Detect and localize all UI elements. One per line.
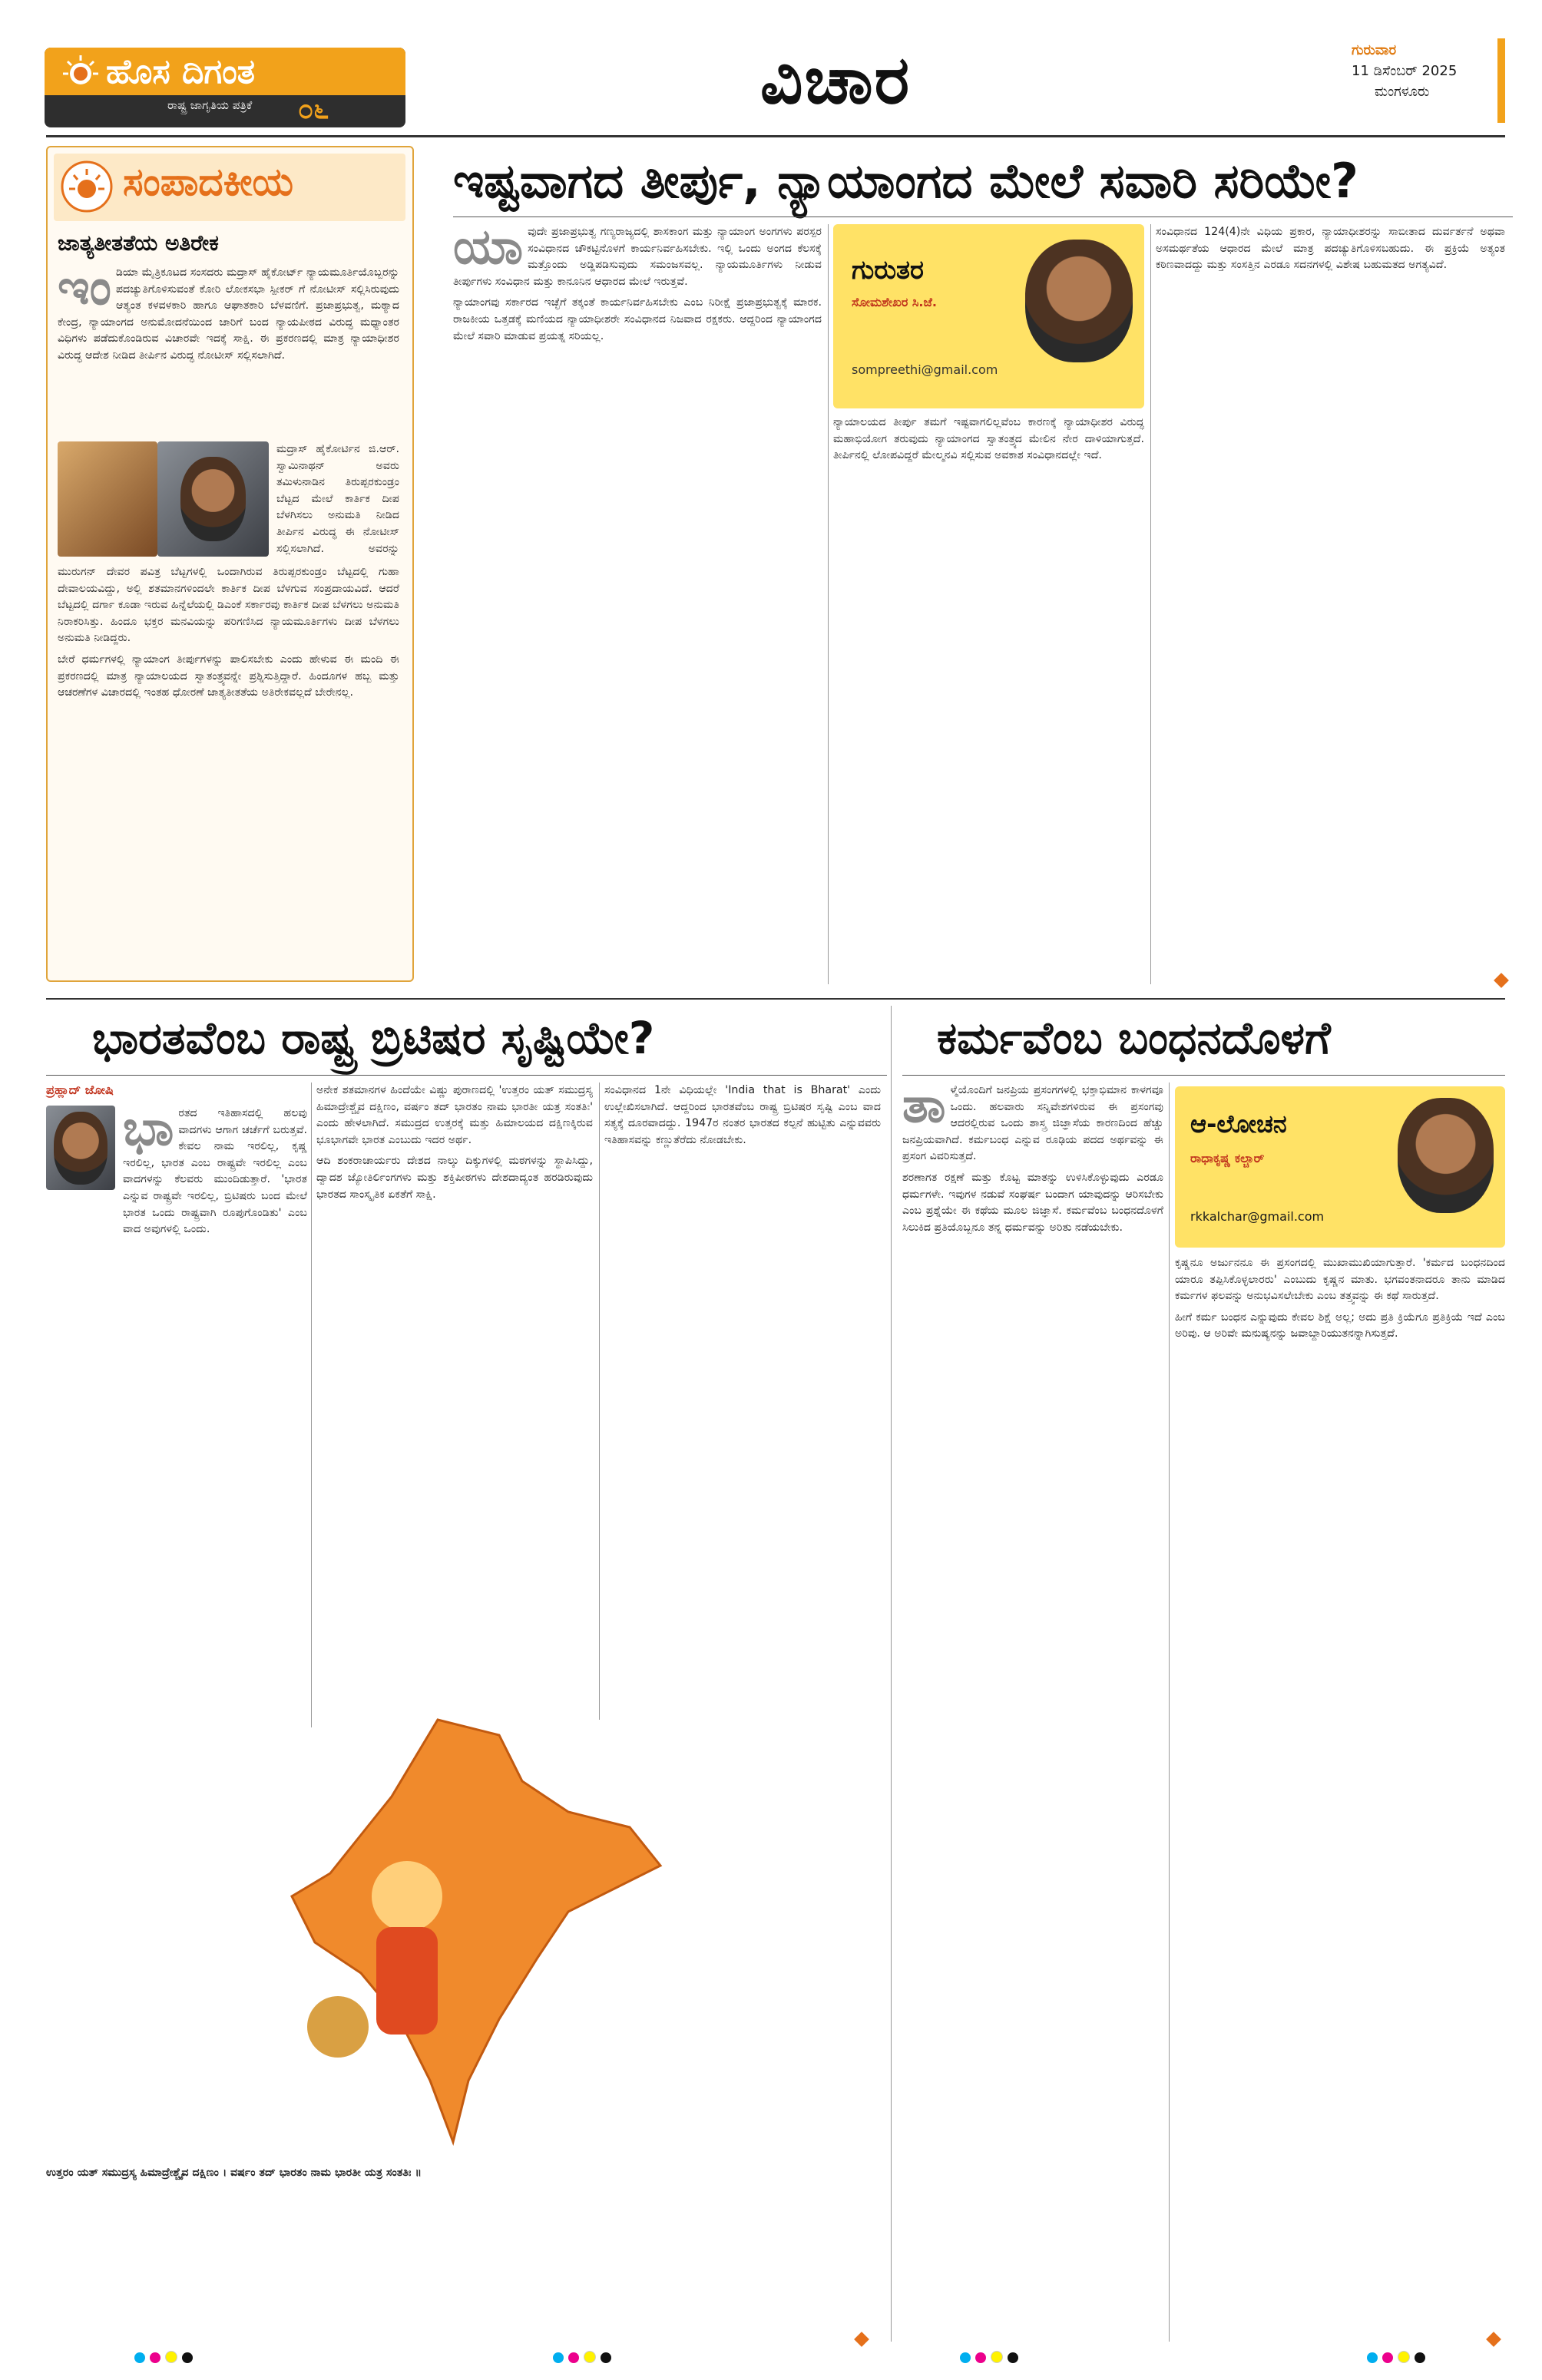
article2-quote: ಉತ್ತರಂ ಯತ್ ಸಮುದ್ರಸ್ಯ ಹಿಮಾದ್ರೇಶ್ಚೈವ ದಕ್ಷಿಣಂ । ವರ್ಷಂ ತದ್ ಭಾರತಂ ನಾಮ ಭಾರತೀ ಯತ್ರ ಸಂತತಿಃ ॥ [46,2167,422,2179]
paper-logo [45,48,405,127]
article3-paragraph: ಹೀಗೆ ಕರ್ಮ ಬಂಧನ ಎನ್ನುವುದು ಕೇವಲ ಶಿಕ್ಷೆ ಅಲ್ಲ; ಅದು ಪ್ರತಿ ಕ್ರಿಯೆಗೂ ಪ್ರತಿಕ್ರಿಯೆ ಇದೆ ಎಂಬ ಅರಿವು. ಆ ಅರಿವೇ ಮನುಷ್ಯನನ್ನು ಜವಾಬ್ದಾರಿಯುತನನ್ನಾಗಿಸುತ್ತದೆ. [1175,1311,1505,1340]
article2-footer-text [46,2165,879,2342]
editorial-title: ಜಾತ್ಯತೀತತೆಯ ಅತಿರೇಕ [58,230,219,256]
article3-column-2 [1175,1255,1505,2342]
paper-tagline: ರಾಷ್ಟ್ರ ಜಾಗೃತಿಯ ಪತ್ರಿಕೆ [167,98,253,112]
article3-author-photo [1398,1098,1494,1213]
editorial-body-side [276,441,399,557]
dateline-place: ಮಂಗಳೂರು [1375,84,1430,100]
editorial-dropcap: ಇಂ [58,265,111,316]
article2-column-1 [123,1106,307,1720]
article2-column-3 [604,1083,881,1720]
article1-column-3 [1156,224,1505,984]
editorial-paragraph: ಮದ್ರಾಸ್ ಹೈಕೋರ್ಟಿನ ಜಿ.ಆರ್. ಸ್ವಾಮಿನಾಥನ್ ಅವರು ತಮಿಳುನಾಡಿನ ತಿರುಪ್ಪರಕುಂಡ್ರಂ ಬೆಟ್ಟದ ಮೇಲೆ ಕಾರ್ತಿಕ ದೀಪ ಬೆಳಗಿಸಲು ಅನುಮತಿ ನೀಡಿದ ತೀರ್ಪಿನ ವಿರುದ್ಧ ಈ ನೋಟೀಸ್ ಸಲ್ಲಿಸಲಾಗಿದೆ. ಅವರನ್ನು [276,443,399,555]
article1-column-1 [453,224,822,984]
article2-paragraph: ರತದ ಇತಿಹಾಸದಲ್ಲಿ ಹಲವು ವಾದಗಳು ಆಗಾಗ ಚರ್ಚೆಗೆ ಬರುತ್ತವೆ. ಕೇವಲ ನಾಮ ಇರಲಿಲ್ಲ, ಕೃಷ್ಣ ಇರಲಿಲ್ಲ, ಭಾರತ ಎಂಬ ರಾಷ್ಟ್ರವೇ ಇರಲಿಲ್ಲ ಎಂಬ ವಾದಗಳನ್ನು ಕೆಲವರು ಮುಂದಿಡುತ್ತಾರೆ. 'ಭಾರತ ಎನ್ನುವ ರಾಷ್ಟ್ರವೇ ಇರಲಿಲ್ಲ, ಬ್ರಿಟಿಷರು ಬಂದ ಮೇಲೆ ಭಾರತ ಒಂದು ರಾಷ್ಟ್ರವಾಗಿ ರೂಪುಗೊಂಡಿತು' ಎಂಬ ವಾದ ಅವುಗಳಲ್ಲಿ ಒಂದು. [123,1107,307,1236]
editorial-paragraph: ಬೇರೆ ಧರ್ಮಗಳಲ್ಲಿ ನ್ಯಾಯಾಂಗ ತೀರ್ಪುಗಳನ್ನು ಪಾಲಿಸಬೇಕು ಎಂದು ಹೇಳುವ ಈ ಮಂದಿ ಈ ಪ್ರಕರಣದಲ್ಲಿ ಮಾತ್ರ ನ್ಯಾಯಾಲಯದ ಸ್ವಾತಂತ್ರ್ಯವನ್ನೇ ಪ್ರಶ್ನಿಸುತ್ತಿದ್ದಾರೆ. ಹಿಂದೂಗಳ ಹಬ್ಬ ಮತ್ತು ಆಚರಣೆಗಳ ವಿಚಾರದಲ್ಲಿ ಇಂತಹ ಧೋರಣೆ ಜಾತ್ಯತೀತತೆಯ ಅತಿರೇಕವಲ್ಲದೆ ಬೇರೇನಲ್ಲ. [58,653,399,699]
article2-paragraph: ಅನೇಕ ಶತಮಾನಗಳ ಹಿಂದೆಯೇ ವಿಷ್ಣು ಪುರಾಣದಲ್ಲಿ 'ಉತ್ತರಂ ಯತ್ ಸಮುದ್ರಸ್ಯ ಹಿಮಾದ್ರೇಶ್ಚೈವ ದಕ್ಷಿಣಂ, ವರ್ಷಂ ತದ್ ಭಾರತಂ ನಾಮ ಭಾರತೀ ಯತ್ರ ಸಂತತಿಃ' ಎಂದು ಹೇಳಲಾಗಿದೆ. ಸಮುದ್ರದ ಉತ್ತರಕ್ಕೆ ಮತ್ತು ಹಿಮಾಲಯದ ದಕ್ಷಿಣಕ್ಕಿರುವ ಭೂಭಾಗವೇ ಭಾರತ ಎಂಬುದು ಇದರ ಅರ್ಥ. [316,1084,593,1146]
article3-paragraph: ಕೃಷ್ಣನೂ ಅರ್ಜುನನೂ ಈ ಪ್ರಸಂಗದಲ್ಲಿ ಮುಖಾಮುಖಿಯಾಗುತ್ತಾರೆ. 'ಕರ್ಮದ ಬಂಧನದಿಂದ ಯಾರೂ ತಪ್ಪಿಸಿಕೊಳ್ಳಲಾರರು' ಎಂಬುದು ಕೃಷ್ಣನ ಮಾತು. ಭಗವಂತನಾದರೂ ತಾನು ಮಾಡಿದ ಕರ್ಮಗಳ ಫಲವನ್ನು ಅನುಭವಿಸಲೇಬೇಕು ಎಂಬ ತತ್ತ್ವವನ್ನು ಈ ಕಥೆ ಸಾರುತ್ತದೆ. [1175,1257,1505,1303]
article1-paragraph: ಸಂವಿಧಾನದ 124(4)ನೇ ವಿಧಿಯ ಪ್ರಕಾರ, ನ್ಯಾಯಾಧೀಶರನ್ನು ಸಾಬೀತಾದ ದುರ್ವರ್ತನೆ ಅಥವಾ ಅಸಮರ್ಥತೆಯ ಆಧಾರದ ಮೇಲೆ ಮಾತ್ರ ಪದಚ್ಯುತಿಗೊಳಿಸಬಹುದು. ಈ ಪ್ರಕ್ರಿಯೆ ಅತ್ಯಂತ ಕಠಿಣವಾದದ್ದು ಮತ್ತು ಸಂಸತ್ತಿನ ಎರಡೂ ಸದನಗಳಲ್ಲಿ ವಿಶೇಷ ಬಹುಮತದ ಅಗತ್ಯವಿದೆ. [1156,226,1505,272]
judge-photo [157,441,269,557]
article1-paragraph: ನ್ಯಾಯಾಂಗವು ಸರ್ಕಾರದ ಇಚ್ಛೆಗೆ ತಕ್ಕಂತೆ ಕಾರ್ಯನಿರ್ವಹಿಸಬೇಕು ಎಂಬ ನಿರೀಕ್ಷೆ ಪ್ರಜಾಪ್ರಭುತ್ವಕ್ಕೆ ಮಾರಕ. ರಾಜಕೀಯ ಒತ್ತಡಕ್ಕೆ ಮಣಿಯದ ನ್ಯಾಯಾಧೀಶರೇ ಸಂವಿಧಾನದ ನಿಜವಾದ ರಕ್ಷಕರು. ಆದ್ದರಿಂದ ನ್ಯಾಯಾಂಗದ ಮೇಲೆ ಸವಾರಿ ಮಾಡುವ ಪ್ರಯತ್ನ ಸರಿಯಲ್ಲ. [453,296,822,342]
editorial-label: ಸಂಪಾದಕೀಯ [123,160,294,204]
headline-rule [46,1075,887,1076]
article1-paragraph: ವುದೇ ಪ್ರಜಾಪ್ರಭುತ್ವ ಗಣ್ಯರಾಜ್ಯದಲ್ಲಿ ಶಾಸಕಾಂಗ ಮತ್ತು ನ್ಯಾಯಾಂಗ ಅಂಗಗಳು ಪರಸ್ಪರ ಸಂವಿಧಾನದ ಚೌಕಟ್ಟಿನೊಳಗೆ ಕಾರ್ಯನಿರ್ವಹಿಸಬೇಕು. ಇಲ್ಲಿ ಒಂದು ಅಂಗದ ಕೆಲಸಕ್ಕೆ ಮತ್ತೊಂದು ಅಡ್ಡಿಪಡಿಸುವುದು ಸಮಂಜಸವಲ್ಲ. ನ್ಯಾಯಮೂರ್ತಿಗಳು ನೀಡುವ ತೀರ್ಪುಗಳು ಸಂವಿಧಾನ ಮತ್ತು ಕಾನೂನಿನ ಆಧಾರದ ಮೇಲೆ ಇರುತ್ತವೆ. [453,226,822,288]
article1-author-photo [1025,240,1133,362]
accent-bar [1497,38,1505,123]
column-label: ಆ-ಲೋಚನ [1190,1109,1287,1139]
bharat-mata-map [246,1712,676,2157]
masthead-rule [46,135,1505,137]
column-divider [1169,1083,1170,2342]
article3-email[interactable]: rkkalchar@gmail.com [1190,1209,1325,1224]
column-divider [1150,224,1151,984]
article1-author-box [833,224,1144,408]
article3-paragraph: ಶರಣಾಗತ ರಕ್ಷಣೆ ಮತ್ತು ಕೊಟ್ಟ ಮಾತನ್ನು ಉಳಿಸಿಕೊಳ್ಳುವುದು ಎರಡೂ ಧರ್ಮಗಳೇ. ಇವುಗಳ ನಡುವೆ ಸಂಘರ್ಷ ಬಂದಾಗ ಯಾವುದನ್ನು ಆರಿಸಬೇಕು ಎಂಬ ಪ್ರಶ್ನೆಯೇ ಈ ಕಥೆಯ ಮೂಲ ಜಿಜ್ಞಾಸೆ. ಕರ್ಮವೆಂಬ ಬಂಧನದೊಳಗೆ ಸಿಲುಕಿದ ಪ್ರತಿಯೊಬ್ಬನೂ ತನ್ನ ಧರ್ಮವನ್ನು ಅರಿತು ನಡೆಯಬೇಕು. [902,1171,1163,1234]
editorial-paragraph: ಡಿಯಾ ಮೈತ್ರಿಕೂಟದ ಸಂಸದರು ಮದ್ರಾಸ್ ಹೈಕೋರ್ಟ್ ನ್ಯಾಯಮೂರ್ತಿಯೊಬ್ಬರನ್ನು ಪದಚ್ಯುತಿಗೊಳಿಸುವಂತೆ ಕೋರಿ ಲೋಕಸಭಾ ಸ್ಪೀಕರ್ ಗೆ ನೋಟೀಸ್ ಸಲ್ಲಿಸಿರುವುದು ಆತ್ಯಂತ ಕಳವಳಕಾರಿ ಹಾಗೂ ಆಘಾತಕಾರಿ ಬೆಳವಣಿಗೆ. ಪ್ರಜಾಪ್ರಭುತ್ವ, ಮಠ್ಯಾದ ಕೇಂದ್ರ, ನ್ಯಾಯಾಂಗದ ಅನುಮೋದನೆಯಿಂದ ಜಾರಿಗೆ ಬಂದ ನ್ಯಾಯಪೀಠದ ವಿರುದ್ಧ ಮಧ್ಯಾಂತರ ವಿಧಿಗಳು ಪಡೆದುಕೊಂಡಿರುವ ವಿಚಾರವೇ ಇದಕ್ಕೆ ಸಾಕ್ಷಿ. ಈ ಪ್ರಕರಣದಲ್ಲಿ ಮಾತ್ರ ನ್ಯಾಯಾಧೀಶರ ವಿರುದ್ಧ ಆದೇಶ ನೀಡಿದ ತೀರ್ಪಿನ ವಿರುದ್ಧ ನೋಟೀಸ್ ಸಲ್ಲಿಸಲಾಗಿದೆ. [58,266,399,362]
article1-dropcap: ಯಾ [453,224,524,276]
registration-marks [553,2351,616,2366]
article3-author-box [1175,1086,1505,1248]
article2-column-2 [316,1083,593,1720]
article1-email[interactable]: sompreethi@gmail.com [852,362,998,377]
column-divider [599,1083,600,1720]
editorial-sun-icon [60,160,114,213]
article2-author: ಪ್ರಹ್ಲಾದ್ ಜೋಷಿ [46,1083,114,1097]
article1-headline: ಇಷ್ಟವಾಗದ ತೀರ್ಪು, ನ್ಯಾಯಾಂಗದ ಮೇಲೆ ಸವಾರಿ ಸರಿಯೇ? [453,153,1358,209]
registration-marks [1367,2351,1430,2366]
editorial-body-bottom [58,564,399,971]
headline-rule [902,1075,1505,1076]
registration-marks [960,2351,1023,2366]
article1-column-2 [833,415,1144,984]
article1-paragraph: ನ್ಯಾಯಾಲಯದ ತೀರ್ಪು ತಮಗೆ ಇಷ್ಟವಾಗಲಿಲ್ಲವೆಂಬ ಕಾರಣಕ್ಕೆ ನ್ಯಾಯಾಧೀಶರ ವಿರುದ್ಧ ಮಹಾಭಿಯೋಗ ತರುವುದು ನ್ಯಾಯಾಂಗದ ಸ್ವಾತಂತ್ರ್ಯದ ಮೇಲಿನ ನೇರ ದಾಳಿಯಾಗುತ್ತದೆ. ತೀರ್ಪಿನಲ್ಲಿ ಲೋಪವಿದ್ದರೆ ಮೇಲ್ಮನವಿ ಸಲ್ಲಿಸುವ ಅವಕಾಶ ಸಂವಿಧಾನದಲ್ಲೇ ಇದೆ. [833,416,1144,462]
column-divider [891,1006,892,2342]
section-rule [46,998,1505,1000]
article3-column-1 [902,1083,1163,2342]
column-label: ಗುರುತರ [852,255,925,286]
column-divider [311,1083,312,1727]
registration-marks [134,2351,197,2366]
article3-author: ರಾಧಾಕೃಷ್ಣ ಕಲ್ಚಾರ್ [1190,1151,1265,1165]
sun-logo-icon [61,54,100,89]
article3-dropcap: ತಾ [902,1083,946,1134]
dateline-date: 11 ಡಿಸೆಂಬರ್ 2025 [1352,63,1458,79]
article3-paragraph: ಳ್ಮೆಯೊಂದಿಗೆ ಜನಪ್ರಿಯ ಪ್ರಸಂಗಗಳಲ್ಲಿ ಭಕ್ತಾಭಿಮಾನ ಕಾಳಗವೂ ಒಂದು. ಹಲವಾರು ಸನ್ನಿವೇಶಗಳಿರುವ ಈ ಪ್ರಸಂಗವು ಆದರಲ್ಲಿರುವ ಒಂದು ಶಾಸ್ತ್ರ ಜಿಜ್ಞಾಸೆಯ ಕಾರಣದಿಂದ ಹೆಚ್ಚು ಜನಪ್ರಿಯವಾಗಿದೆ. ಕರ್ಮಬಂಧ ಎನ್ನುವ ರೂಢಿಯ ಪದದ ಅರ್ಥವನ್ನು ಈ ಪ್ರಸಂಗ ವಿವರಿಸುತ್ತದೆ. [902,1084,1163,1163]
paper-name: ಹೊಸ ದಿಗಂತ [106,52,256,91]
article2-author-photo [46,1106,115,1190]
editorial-paragraph: ಮುರುಗನ್ ದೇವರ ಪವಿತ್ರ ಬೆಟ್ಟಗಳಲ್ಲಿ ಒಂದಾಗಿರುವ ತಿರುಪ್ಪರಕುಂಡ್ರಂ ಬೆಟ್ಟದಲ್ಲಿ ಗುಹಾ ದೇವಾಲಯವಿದ್ದು, ಅಲ್ಲಿ ಶತಮಾನಗಳಿಂದಲೇ ಕಾರ್ತಿಕ ದೀಪ ಬೆಳಗುವ ಸಂಪ್ರದಾಯವಿದೆ. ಆದರೆ ಬೆಟ್ಟದಲ್ಲಿ ದರ್ಗಾ ಕೂಡಾ ಇರುವ ಹಿನ್ನೆಲೆಯಲ್ಲಿ ಡಿಎಂಕೆ ಸರ್ಕಾರವು ಕಾರ್ತಿಕ ದೀಪ ಬೆಳಗಲು ಅನುಮತಿ ನಿರಾಕರಿಸಿತ್ತು. ಹಿಂದೂ ಭಕ್ತರ ಮನವಿಯನ್ನು ಪರಿಗಣಿಸಿದ ನ್ಯಾಯಮೂರ್ತಿಗಳು ದೀಪ ಬೆಳಗಲು ಅನುಮತಿ ನೀಡಿದ್ದರು. [58,566,399,645]
editorial-body-top [58,265,399,434]
article2-paragraph: ಆದಿ ಶಂಕರಾಚಾರ್ಯರು ದೇಶದ ನಾಲ್ಕು ದಿಕ್ಕುಗಳಲ್ಲಿ ಮಠಗಳನ್ನು ಸ್ಥಾಪಿಸಿದ್ದು, ದ್ವಾದಶ ಜ್ಯೋತಿರ್ಲಿಂಗಗಳು ಮತ್ತು ಶಕ್ತಿಪೀಠಗಳು ದೇಶದಾದ್ಯಂತ ಹರಡಿರುವುದು ಭಾರತದ ಸಾಂಸ್ಕೃತಿಕ ಏಕತೆಗೆ ಸಾಕ್ಷಿ. [316,1155,593,1201]
dateline [1352,40,1505,102]
article1-author: ಸೋಮಶೇಖರ ಸಿ.ಜೆ. [852,295,937,309]
temple-photo [58,441,157,557]
article3-headline: ಕರ್ಮವೆಂಬ ಬಂಧನದೊಳಗೆ [937,1012,1331,1064]
article2-dropcap: ಭಾ [123,1106,174,1157]
article2-headline: ಭಾರತವೆಂಬ ರಾಷ್ಟ್ರ ಬ್ರಿಟಿಷರ ಸೃಷ್ಟಿಯೇ? [92,1012,655,1064]
article2-paragraph: ಸಂವಿಧಾನದ 1ನೇ ವಿಧಿಯಲ್ಲೇ 'India that is Bharat' ಎಂದು ಉಲ್ಲೇಖಿಸಲಾಗಿದೆ. ಆದ್ದರಿಂದ ಭಾರತವೆಂಬ ರಾಷ್ಟ್ರ ಬ್ರಿಟಿಷರ ಸೃಷ್ಟಿ ಎಂಬ ವಾದ ಸತ್ಯಕ್ಕೆ ದೂರವಾದದ್ದು. 1947ರ ನಂತರ ಭಾರತದ ಕಲ್ಪನೆ ಹುಟ್ಟಿತು ಎನ್ನುವವರು ಇತಿಹಾಸವನ್ನು ಕಣ್ಣುತೆರೆದು ನೋಡಬೇಕು. [604,1084,881,1146]
section-title: ವಿಚಾರ [760,42,912,119]
dateline-day: ಗುರುವಾರ [1352,42,1397,58]
page-number: ೦೬ [298,94,329,125]
column-divider [828,224,829,984]
